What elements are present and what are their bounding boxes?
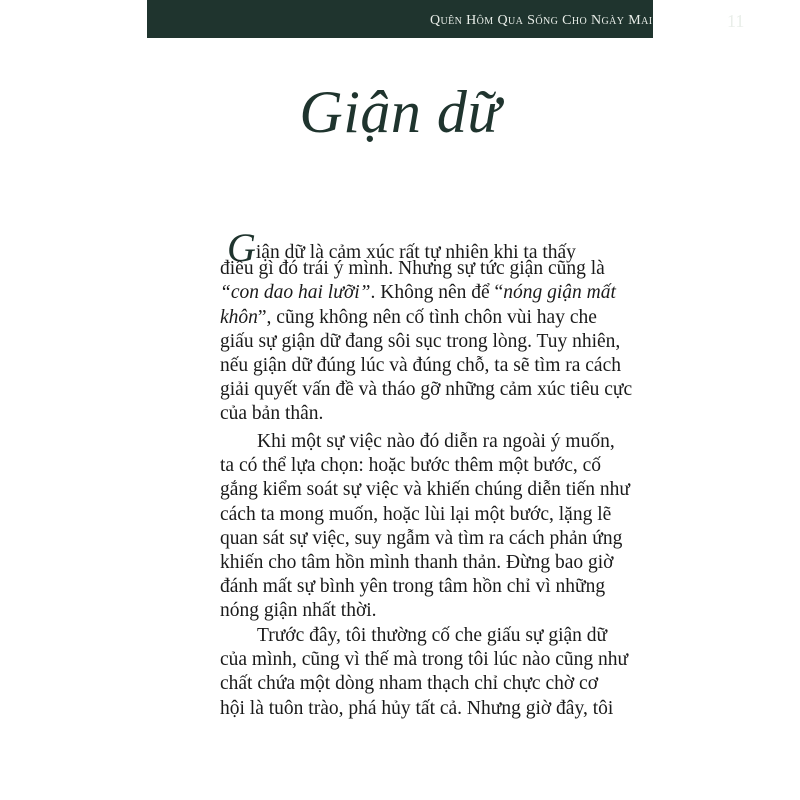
- page-number: 11: [727, 11, 745, 31]
- text-line: [220, 454, 601, 478]
- text-line: [220, 330, 620, 354]
- text-run: Khi một sự việc nào đó diễn ra ngoài ý muốn,: [257, 431, 615, 452]
- text-run: nếu giận dữ đúng lúc và đúng chỗ, ta sẽ tìm ra cách: [220, 355, 621, 376]
- text-line: [220, 354, 621, 378]
- text-line: [220, 575, 605, 599]
- text-run: của mình, cũng vì thế mà trong tôi lúc nào cũng như: [220, 649, 629, 671]
- text-line: [220, 306, 597, 330]
- text-line: [220, 599, 377, 623]
- text-run: hội là tuôn trào, phá hủy tất cả. Nhưng giờ đây, tôi: [220, 697, 614, 719]
- text-line: [220, 378, 632, 402]
- text-line: [257, 430, 615, 454]
- text-line: [220, 551, 614, 575]
- text-line: [220, 257, 605, 281]
- text-run: của bản thân.: [220, 403, 324, 425]
- text-line: [220, 527, 622, 551]
- running-title: Quên Hôm Qua Sống Cho Ngày Mai: [430, 13, 653, 28]
- text-line: [220, 503, 611, 527]
- text-run: nóng giận nhất thời.: [220, 600, 377, 622]
- text-run: điều gì đó trái ý mình. Nhưng sự tức giận cũng là: [220, 258, 605, 280]
- text-run: ta có thể lựa chọn: hoặc bước thêm một bước, cố: [220, 455, 602, 477]
- text-run: iận dữ là cảm xúc rất tự nhiên khi ta thấy: [255, 242, 576, 263]
- text-line: [220, 402, 323, 426]
- text-run: Trước đây, tôi thường cố che giấu sự giận dữ: [257, 625, 608, 646]
- text-run: chất chứa một dòng nham thạch chỉ chực chờ cơ: [220, 673, 599, 695]
- italic-phrase: khôn: [220, 306, 258, 328]
- text-line: [220, 697, 613, 721]
- text-line: [220, 672, 598, 696]
- text-run: ”, cũng không nên cố tình chôn vùi hay che: [257, 306, 597, 328]
- running-header: [147, 0, 745, 38]
- text-run: cách ta mong muốn, hoặc lùi lại một bước, lặng lẽ: [220, 503, 612, 525]
- text-run: giải quyết vấn đề và tháo gỡ những cảm xúc tiêu cực: [220, 379, 633, 401]
- chapter-title: Giận dữ: [299, 79, 501, 145]
- text-run: giấu sự giận dữ đang sôi sục trong lòng. Tuy nhiên,: [220, 330, 621, 352]
- text-run: . Không nên để “: [370, 282, 504, 304]
- text-run: quan sát sự việc, suy ngẫm và tìm ra cách phản ứng: [220, 527, 623, 549]
- italic-phrase: nóng giận mất: [503, 282, 616, 304]
- text-line: [220, 281, 616, 305]
- text-run: khiến cho tâm hồn mình thanh thản. Đừng bao giờ: [220, 552, 614, 573]
- text-run: gắng kiểm soát sự việc và khiến chúng diễn tiến như: [220, 479, 630, 501]
- text-line: [220, 478, 630, 502]
- italic-phrase: “con dao hai lưỡi”: [220, 282, 371, 304]
- drop-cap: G: [227, 225, 256, 270]
- text-run: đánh mất sự bình yên trong tâm hồn chỉ vì những: [220, 576, 606, 598]
- text-line: [220, 648, 628, 672]
- text-line: [257, 624, 607, 648]
